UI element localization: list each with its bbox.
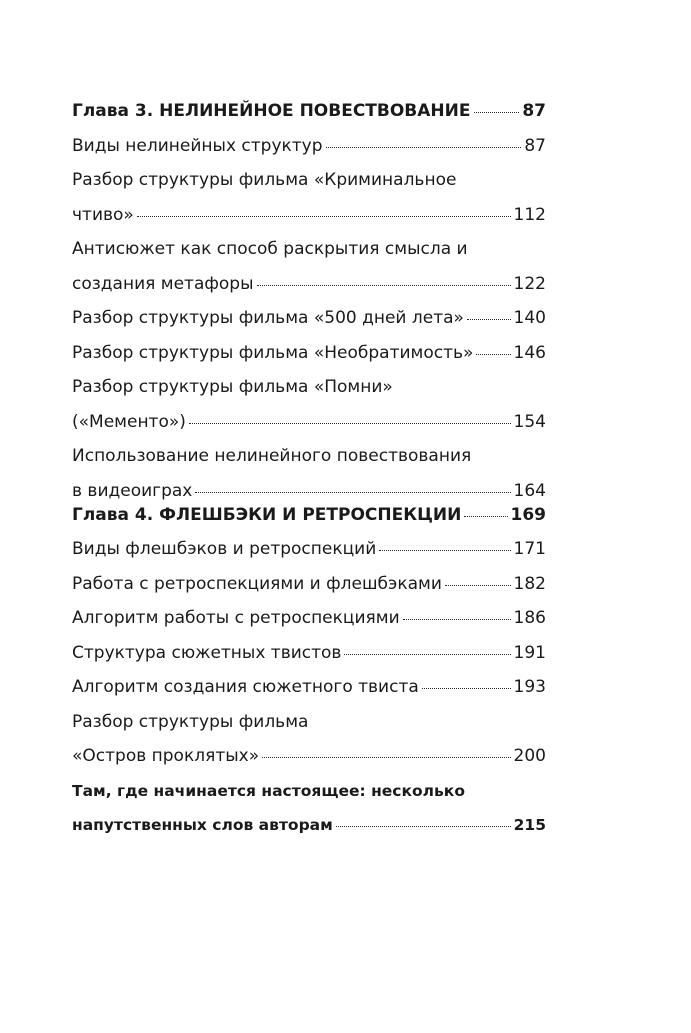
- page-number: 154: [513, 411, 546, 432]
- dot-leader: [445, 585, 511, 586]
- page-number: 186: [513, 608, 546, 628]
- toc-entry-line-last: [72, 307, 546, 342]
- toc-entry[interactable]: [72, 100, 546, 135]
- toc-entry[interactable]: [72, 573, 546, 608]
- toc-entry-line-last: [72, 745, 546, 780]
- toc-entry-title: в видеоиграх: [72, 480, 193, 501]
- page-number: 215: [513, 816, 546, 834]
- toc-entry-title: напутственных слов авторам: [72, 816, 333, 834]
- toc-entry[interactable]: [72, 376, 546, 445]
- toc-entry-line: [72, 711, 546, 746]
- toc-entry-line: [72, 445, 546, 480]
- toc-entry-line: [72, 238, 546, 273]
- dot-leader: [403, 619, 511, 620]
- toc-entry-line-last: [72, 273, 546, 308]
- toc-entry-title: Разбор структуры фильма «Криминальное: [72, 170, 457, 190]
- dot-leader: [464, 516, 507, 517]
- toc-entry-title: Глава 4. ФЛЕШБЭКИ И РЕТРОСПЕКЦИИ: [72, 504, 462, 525]
- toc-entry-line-last: [72, 814, 546, 838]
- page-number: 112: [513, 204, 546, 225]
- page-number: 122: [513, 273, 546, 294]
- toc-entry-title: Виды флешбэков и ретроспекций: [72, 539, 377, 559]
- toc-entry-title: Виды нелинейных структур: [72, 135, 323, 156]
- toc-entry-line-last: [72, 342, 546, 377]
- page-number: 140: [513, 308, 546, 328]
- toc-entry-title: Разбор структуры фильма «500 дней лета»: [72, 308, 464, 328]
- toc-entry[interactable]: [72, 169, 546, 238]
- page-number: 200: [513, 746, 546, 766]
- toc-entry[interactable]: [72, 780, 546, 839]
- toc-entry-line-last: [72, 480, 546, 504]
- toc-entry-title: Структура сюжетных твистов: [72, 642, 342, 663]
- toc-entry[interactable]: [72, 504, 546, 539]
- dot-leader: [189, 423, 511, 424]
- toc-entry-line-last: [72, 607, 546, 642]
- toc-entry-line-last: [72, 100, 546, 135]
- toc-entry-line-last: [72, 676, 546, 711]
- dot-leader: [467, 319, 511, 320]
- toc-entry-title: создания метафоры: [72, 273, 254, 294]
- toc-entry-line-last: [72, 573, 546, 608]
- toc-entry-line: [72, 169, 546, 204]
- toc-entry-title: Разбор структуры фильма «Необратимость»: [72, 342, 474, 363]
- toc-entry-title: Там, где начинается настоящее: несколько: [72, 781, 465, 800]
- dot-leader: [262, 757, 510, 758]
- dot-leader: [326, 147, 522, 148]
- dot-leader: [257, 285, 511, 286]
- dot-leader: [137, 216, 511, 217]
- page-number: 87: [522, 101, 546, 121]
- toc-entry-title: Использование нелинейного повествования: [72, 446, 472, 466]
- toc-entry-title: Глава 3. НЕЛИНЕЙНОЕ ПОВЕСТВОВАНИЕ: [72, 101, 471, 121]
- page-number: 146: [513, 342, 546, 363]
- page-number: 193: [513, 677, 546, 697]
- dot-leader: [344, 654, 510, 655]
- toc-entry-title: Разбор структуры фильма «Помни»: [72, 377, 393, 397]
- toc-entry-title: Алгоритм работы с ретроспекциями: [72, 608, 400, 628]
- toc-entry-line-last: [72, 504, 546, 539]
- toc-entry[interactable]: [72, 445, 546, 504]
- toc-entry-title: Алгоритм создания сюжетного твиста: [72, 677, 419, 697]
- toc-entry-title: («Мементо»): [72, 411, 186, 432]
- toc-entry-line: [72, 376, 546, 411]
- dot-leader: [422, 688, 511, 689]
- page-number: 169: [510, 504, 546, 525]
- dot-leader: [474, 112, 520, 113]
- toc-entry-title: чтиво»: [72, 204, 134, 225]
- toc-entry-title: Работа с ретроспекциями и флешбэками: [72, 573, 442, 594]
- page-number: 171: [513, 539, 546, 559]
- toc-entry[interactable]: [72, 135, 546, 170]
- dot-leader: [195, 492, 510, 493]
- toc-entry-title: «Остров проклятых»: [72, 746, 260, 766]
- toc-entry[interactable]: [72, 711, 546, 780]
- toc-entry[interactable]: [72, 238, 546, 307]
- toc-entry[interactable]: [72, 676, 546, 711]
- dot-leader: [476, 354, 510, 355]
- toc-entry-line-last: [72, 411, 546, 446]
- toc-entry-line-last: [72, 538, 546, 573]
- page-number: 191: [513, 642, 546, 663]
- toc-entry[interactable]: [72, 607, 546, 642]
- page-number: 164: [513, 480, 546, 501]
- dot-leader: [336, 826, 511, 827]
- page-number: 87: [524, 135, 546, 156]
- toc-entry-title: Разбор структуры фильма: [72, 711, 309, 732]
- toc-entry[interactable]: [72, 642, 546, 677]
- toc-entry-line-last: [72, 642, 546, 677]
- toc-entry[interactable]: [72, 538, 546, 573]
- dot-leader: [379, 550, 510, 551]
- toc-entry[interactable]: [72, 342, 546, 377]
- toc-entry-line: [72, 780, 546, 815]
- toc-entry-title: Антисюжет как способ раскрытия смысла и: [72, 239, 468, 259]
- table-of-contents: [72, 100, 546, 838]
- toc-entry[interactable]: [72, 307, 546, 342]
- toc-entry-line-last: [72, 204, 546, 239]
- toc-entry-line-last: [72, 135, 546, 170]
- page-number: 182: [513, 573, 546, 594]
